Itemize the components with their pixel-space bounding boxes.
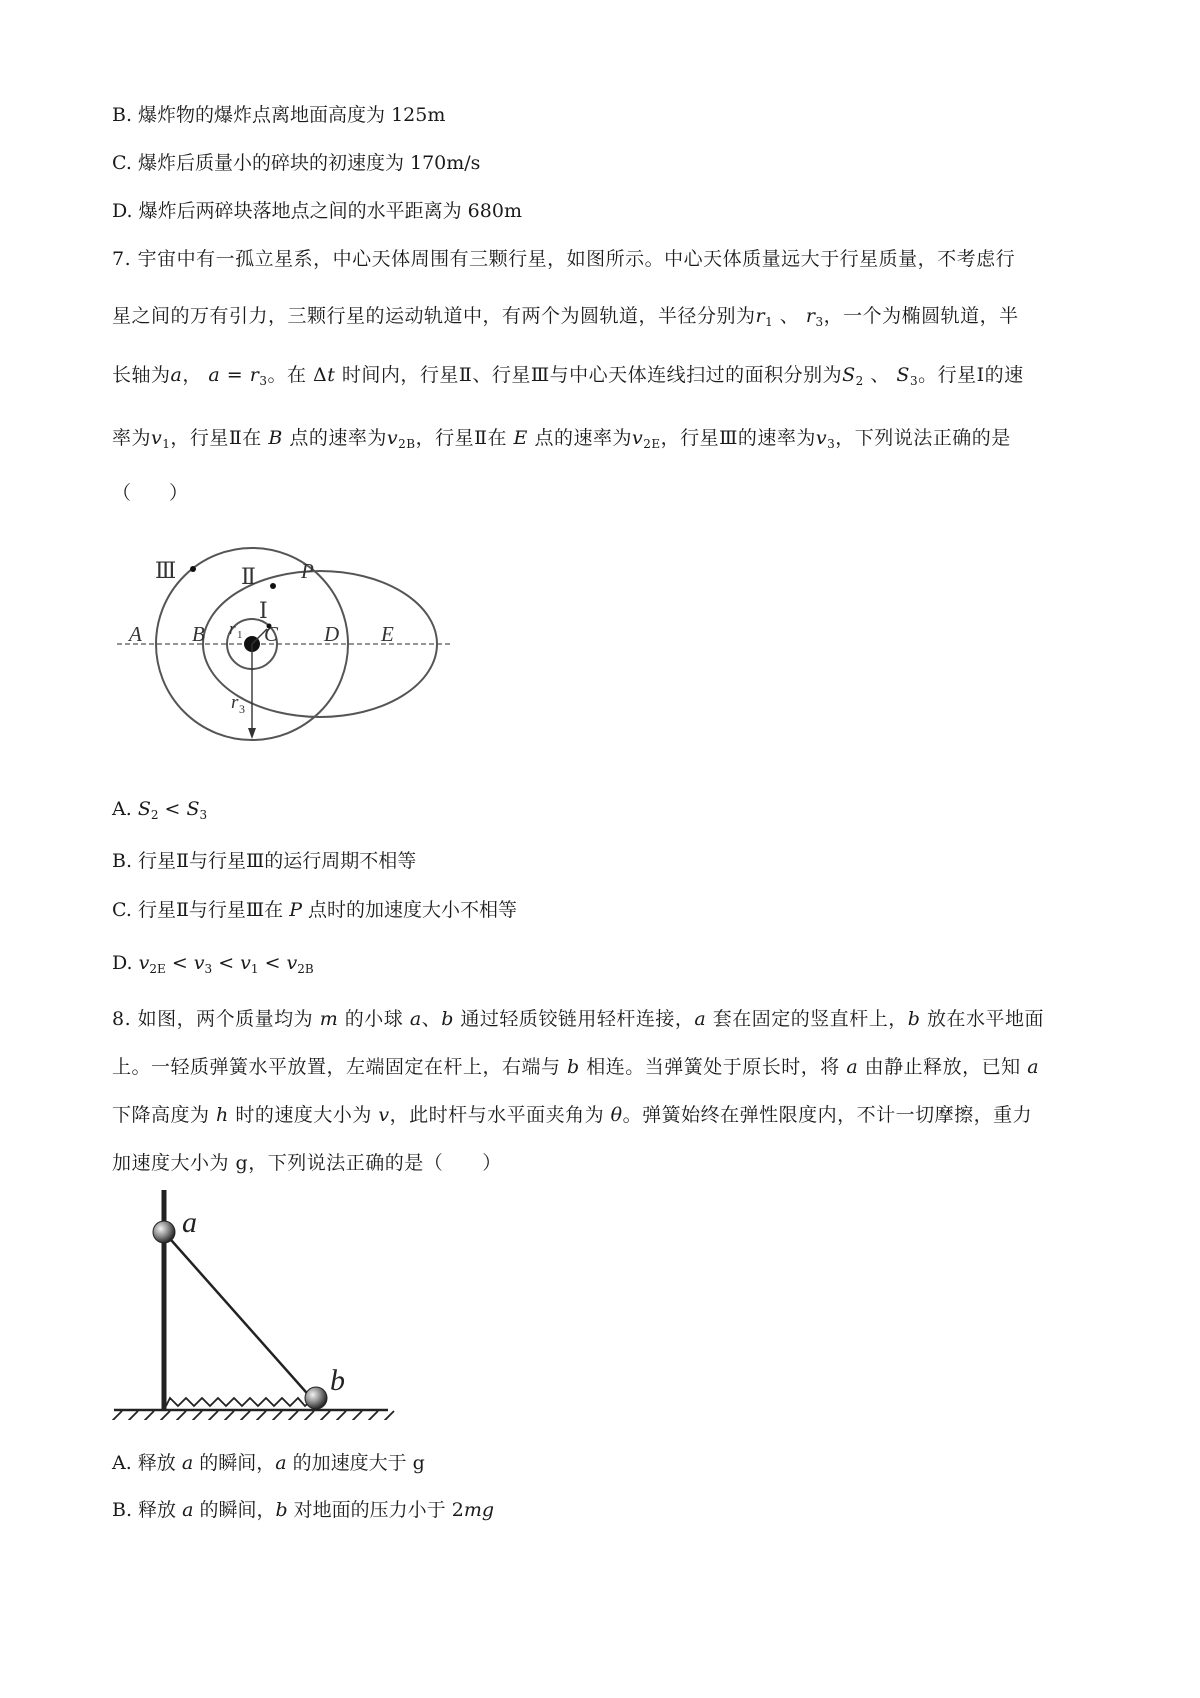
q8-mechanism-diagram bbox=[108, 1190, 398, 1420]
q7-l3-s3: S bbox=[896, 364, 910, 386]
q7-l4-v2e: v bbox=[631, 427, 644, 449]
q7-l4-v1-sub: 1 bbox=[162, 437, 171, 451]
q7-l4-v3-sub: 3 bbox=[827, 437, 836, 451]
q7-oa-s2: S bbox=[137, 798, 151, 820]
q7-l4-text-d: ，行星Ⅱ在 bbox=[415, 427, 514, 449]
q7-l3-text-d: 。行星Ⅰ的速 bbox=[918, 364, 1024, 386]
q6-option-b: B. 爆炸物的爆炸点离地面高度为 125m bbox=[112, 104, 446, 126]
q7-l4-text-g: ，下列说法正确的是 bbox=[835, 427, 1011, 449]
q7-od-v1: v bbox=[240, 952, 251, 974]
q7-l3-comma: ， bbox=[182, 364, 209, 386]
q7-l4-b: B bbox=[268, 427, 283, 449]
q8-l1-text-f: 放在水平地面 bbox=[920, 1008, 1044, 1030]
q8-l3-v: v bbox=[378, 1104, 390, 1126]
q8-l3-theta: θ bbox=[610, 1104, 623, 1126]
q8-fig-ball-a bbox=[153, 1221, 175, 1243]
q7-oc-text-b: 点时的加速度大小不相等 bbox=[302, 899, 518, 921]
q7-l3-s2-sub: 2 bbox=[855, 374, 864, 388]
q7-option-d bbox=[112, 951, 314, 981]
q7-od-prefix: D. bbox=[112, 952, 139, 974]
q7-l3-eq: a = r bbox=[208, 364, 260, 386]
q8-l1-b2: b bbox=[907, 1008, 921, 1030]
q7-answer-paren: （ ） bbox=[112, 482, 189, 504]
q8-oa-text-c: 的加速度大于 g bbox=[286, 1452, 425, 1474]
q7-fig-planet-ii-dot bbox=[270, 583, 276, 589]
q8-l3-h: h bbox=[216, 1104, 229, 1126]
q7-l3-a: a bbox=[170, 364, 183, 386]
q7-l2-r1-sub: 1 bbox=[765, 315, 774, 329]
q7-od-lt-2: < bbox=[212, 952, 241, 974]
q7-od-v2b: v bbox=[286, 952, 298, 974]
q7-l4-text-e: 点的速率为 bbox=[527, 427, 632, 449]
q7-option-b: B. 行星Ⅱ与行星Ⅲ的运行周期不相等 bbox=[112, 850, 417, 872]
q7-od-v3-sub: 3 bbox=[204, 962, 213, 976]
q8-l1-a: a bbox=[409, 1008, 422, 1030]
q7-l2-sep: 、 bbox=[773, 305, 806, 327]
q8-fig-spring bbox=[166, 1398, 312, 1406]
q7-l2-text-b: ，一个为椭圆轨道，半 bbox=[823, 305, 1019, 327]
q7-fig-label-r1-sub: 1 bbox=[237, 629, 243, 641]
q8-l1-text-a: 8. 如图，两个质量均为 bbox=[112, 1008, 320, 1030]
q8-ob-text-a: B. 释放 bbox=[112, 1499, 183, 1521]
q7-option-a bbox=[112, 797, 207, 827]
q8-l2-text-c: 由静止释放，已知 bbox=[858, 1056, 1028, 1078]
q7-l3-text-a: 长轴为 bbox=[112, 364, 171, 386]
q8-l2-text-a: 上。一轻质弹簧水平放置，左端固定在杆上，右端与 bbox=[112, 1056, 568, 1078]
q7-oa-prefix: A. bbox=[112, 798, 138, 820]
q7-l4-text-f: ，行星Ⅲ的速率为 bbox=[660, 427, 816, 449]
q8-stem-line-2 bbox=[112, 1055, 1039, 1079]
q7-stem-line-4 bbox=[112, 426, 1011, 456]
q7-l3-text-c: 时间内，行星Ⅱ、行星Ⅲ与中心天体连线扫过的面积分别为 bbox=[335, 364, 843, 386]
q8-fig-label-a: a bbox=[182, 1206, 197, 1239]
q7-stem-line-1: 7. 宇宙中有一孤立星系，中心天体周围有三颗行星，如图所示。中心天体质量远大于行星质量，不考虑行 bbox=[112, 248, 1016, 270]
q8-stem-line-4: 加速度大小为 g，下列说法正确的是（ ） bbox=[112, 1152, 502, 1174]
q7-fig-label-r1: r bbox=[229, 619, 236, 638]
q7-od-lt-1: < bbox=[165, 952, 194, 974]
q7-fig-label-r3-sub: 3 bbox=[239, 702, 245, 716]
q7-od-v2b-sub: 2B bbox=[297, 962, 314, 976]
q7-fig-r3-arrowhead bbox=[248, 728, 256, 739]
q8-ob-text-b: 的瞬间， bbox=[193, 1499, 276, 1521]
q7-fig-label-b: B bbox=[192, 622, 205, 646]
q7-l2-text-a: 星之间的万有引力，三颗行星的运动轨道中，有两个为圆轨道，半径分别为 bbox=[112, 305, 756, 327]
q7-fig-label-i: Ⅰ bbox=[259, 598, 268, 623]
q7-l3-s2: S bbox=[842, 364, 856, 386]
q7-fig-label-p: P bbox=[301, 559, 314, 583]
q8-l2-b: b bbox=[567, 1056, 580, 1078]
q8-l1-text-d: 通过轻质铰链用轻杆连接， bbox=[453, 1008, 695, 1030]
q8-fig-light-rod bbox=[164, 1232, 313, 1400]
q8-oa-text-b: 的瞬间， bbox=[193, 1452, 276, 1474]
q7-od-v2e-sub: 2E bbox=[149, 962, 166, 976]
q8-fig-ball-b bbox=[305, 1387, 327, 1409]
q7-stem-line-2 bbox=[112, 304, 1019, 334]
q7-l4-v2e-sub: 2E bbox=[643, 437, 661, 451]
q7-l4-text-c: 点的速率为 bbox=[282, 427, 387, 449]
q7-l4-v1: v bbox=[151, 427, 163, 449]
q7-l3-eq-sub: 3 bbox=[259, 374, 268, 388]
q7-oc-text-a: C. 行星Ⅱ与行星Ⅲ在 bbox=[112, 899, 290, 921]
q6-option-c: C. 爆炸后质量小的碎块的初速度为 170m/s bbox=[112, 152, 481, 174]
q7-fig-label-r3: r bbox=[231, 692, 239, 713]
q7-fig-label-ii: Ⅱ bbox=[241, 564, 256, 589]
q7-fig-label-e: E bbox=[381, 622, 394, 646]
q7-l2-r3-sub: 3 bbox=[815, 315, 824, 329]
q7-l4-v3: v bbox=[815, 427, 828, 449]
q7-od-v1-sub: 1 bbox=[250, 962, 259, 976]
q8-oa-text-a: A. 释放 bbox=[112, 1452, 182, 1474]
q8-l1-m: m bbox=[319, 1008, 339, 1030]
q8-option-a bbox=[112, 1451, 425, 1475]
q8-l1-text-b: 的小球 bbox=[338, 1008, 410, 1030]
q8-oa-a2: a bbox=[275, 1452, 287, 1474]
q8-l1-a2: a bbox=[694, 1008, 707, 1030]
q7-l3-t: t bbox=[327, 364, 336, 386]
q7-l4-text-b: ，行星Ⅱ在 bbox=[170, 427, 269, 449]
q7-fig-label-c: C bbox=[264, 622, 279, 646]
q8-ob-b: b bbox=[275, 1499, 288, 1521]
q7-fig-label-a: A bbox=[129, 622, 142, 646]
q7-oa-s3: S bbox=[186, 798, 200, 820]
q7-oc-p: P bbox=[289, 899, 303, 921]
q8-fig-label-b: b bbox=[330, 1364, 345, 1397]
q8-ob-text-c: 对地面的压力小于 2 bbox=[287, 1499, 464, 1521]
q7-oa-s3-sub: 3 bbox=[199, 808, 208, 822]
q7-l2-r3: r bbox=[805, 305, 816, 327]
q7-option-c bbox=[112, 898, 517, 922]
q7-oa-lt: < bbox=[158, 798, 187, 820]
q8-l3-text-a: 下降高度为 bbox=[112, 1104, 217, 1126]
q7-oa-s2-sub: 2 bbox=[150, 808, 159, 822]
q8-ob-a: a bbox=[182, 1499, 194, 1521]
q7-orbit-diagram bbox=[115, 540, 455, 750]
q7-l3-sep: 、 bbox=[863, 364, 897, 386]
q7-l4-v2b: v bbox=[386, 427, 399, 449]
q8-option-b bbox=[112, 1498, 494, 1522]
q7-fig-label-d: D bbox=[324, 622, 340, 646]
q8-stem-line-1 bbox=[112, 1007, 1044, 1031]
q7-od-v2e: v bbox=[138, 952, 150, 974]
q8-l1-b: b bbox=[441, 1008, 454, 1030]
q8-l3-text-d: 。弹簧始终在弹性限度内，不计一切摩擦，重力 bbox=[622, 1104, 1033, 1126]
q8-l3-text-c: ，此时杆与水平面夹角为 bbox=[389, 1104, 611, 1126]
q7-l3-s3-sub: 3 bbox=[909, 374, 919, 388]
q7-od-lt-3: < bbox=[258, 952, 287, 974]
q8-l3-text-b: 时的速度大小为 bbox=[228, 1104, 379, 1126]
q8-l2-text-b: 相连。当弹簧处于原长时，将 bbox=[579, 1056, 847, 1078]
q8-l1-text-e: 套在固定的竖直杆上， bbox=[706, 1008, 908, 1030]
q7-l2-r1: r bbox=[755, 305, 766, 327]
q8-oa-a: a bbox=[181, 1452, 194, 1474]
q8-ob-mg: mg bbox=[463, 1499, 494, 1521]
q8-l1-text-c: 、 bbox=[421, 1008, 442, 1030]
q8-fig-ground-hatch bbox=[112, 1411, 394, 1420]
q8-stem-line-3 bbox=[112, 1103, 1032, 1127]
q6-option-d: D. 爆炸后两碎块落地点之间的水平距离为 680m bbox=[112, 200, 522, 222]
q8-l2-a: a bbox=[846, 1056, 859, 1078]
q7-l4-e: E bbox=[513, 427, 528, 449]
q7-l4-v2b-sub: 2B bbox=[398, 437, 416, 451]
q8-l2-a2: a bbox=[1027, 1056, 1040, 1078]
q7-l3-text-b: 。在 Δ bbox=[267, 364, 328, 386]
q7-od-v3: v bbox=[193, 952, 205, 974]
q7-l4-text-a: 率为 bbox=[112, 427, 152, 449]
q7-stem-line-3 bbox=[112, 363, 1024, 393]
q7-fig-label-iii: Ⅲ bbox=[155, 558, 177, 583]
q7-fig-planet-iii-dot bbox=[190, 566, 196, 572]
